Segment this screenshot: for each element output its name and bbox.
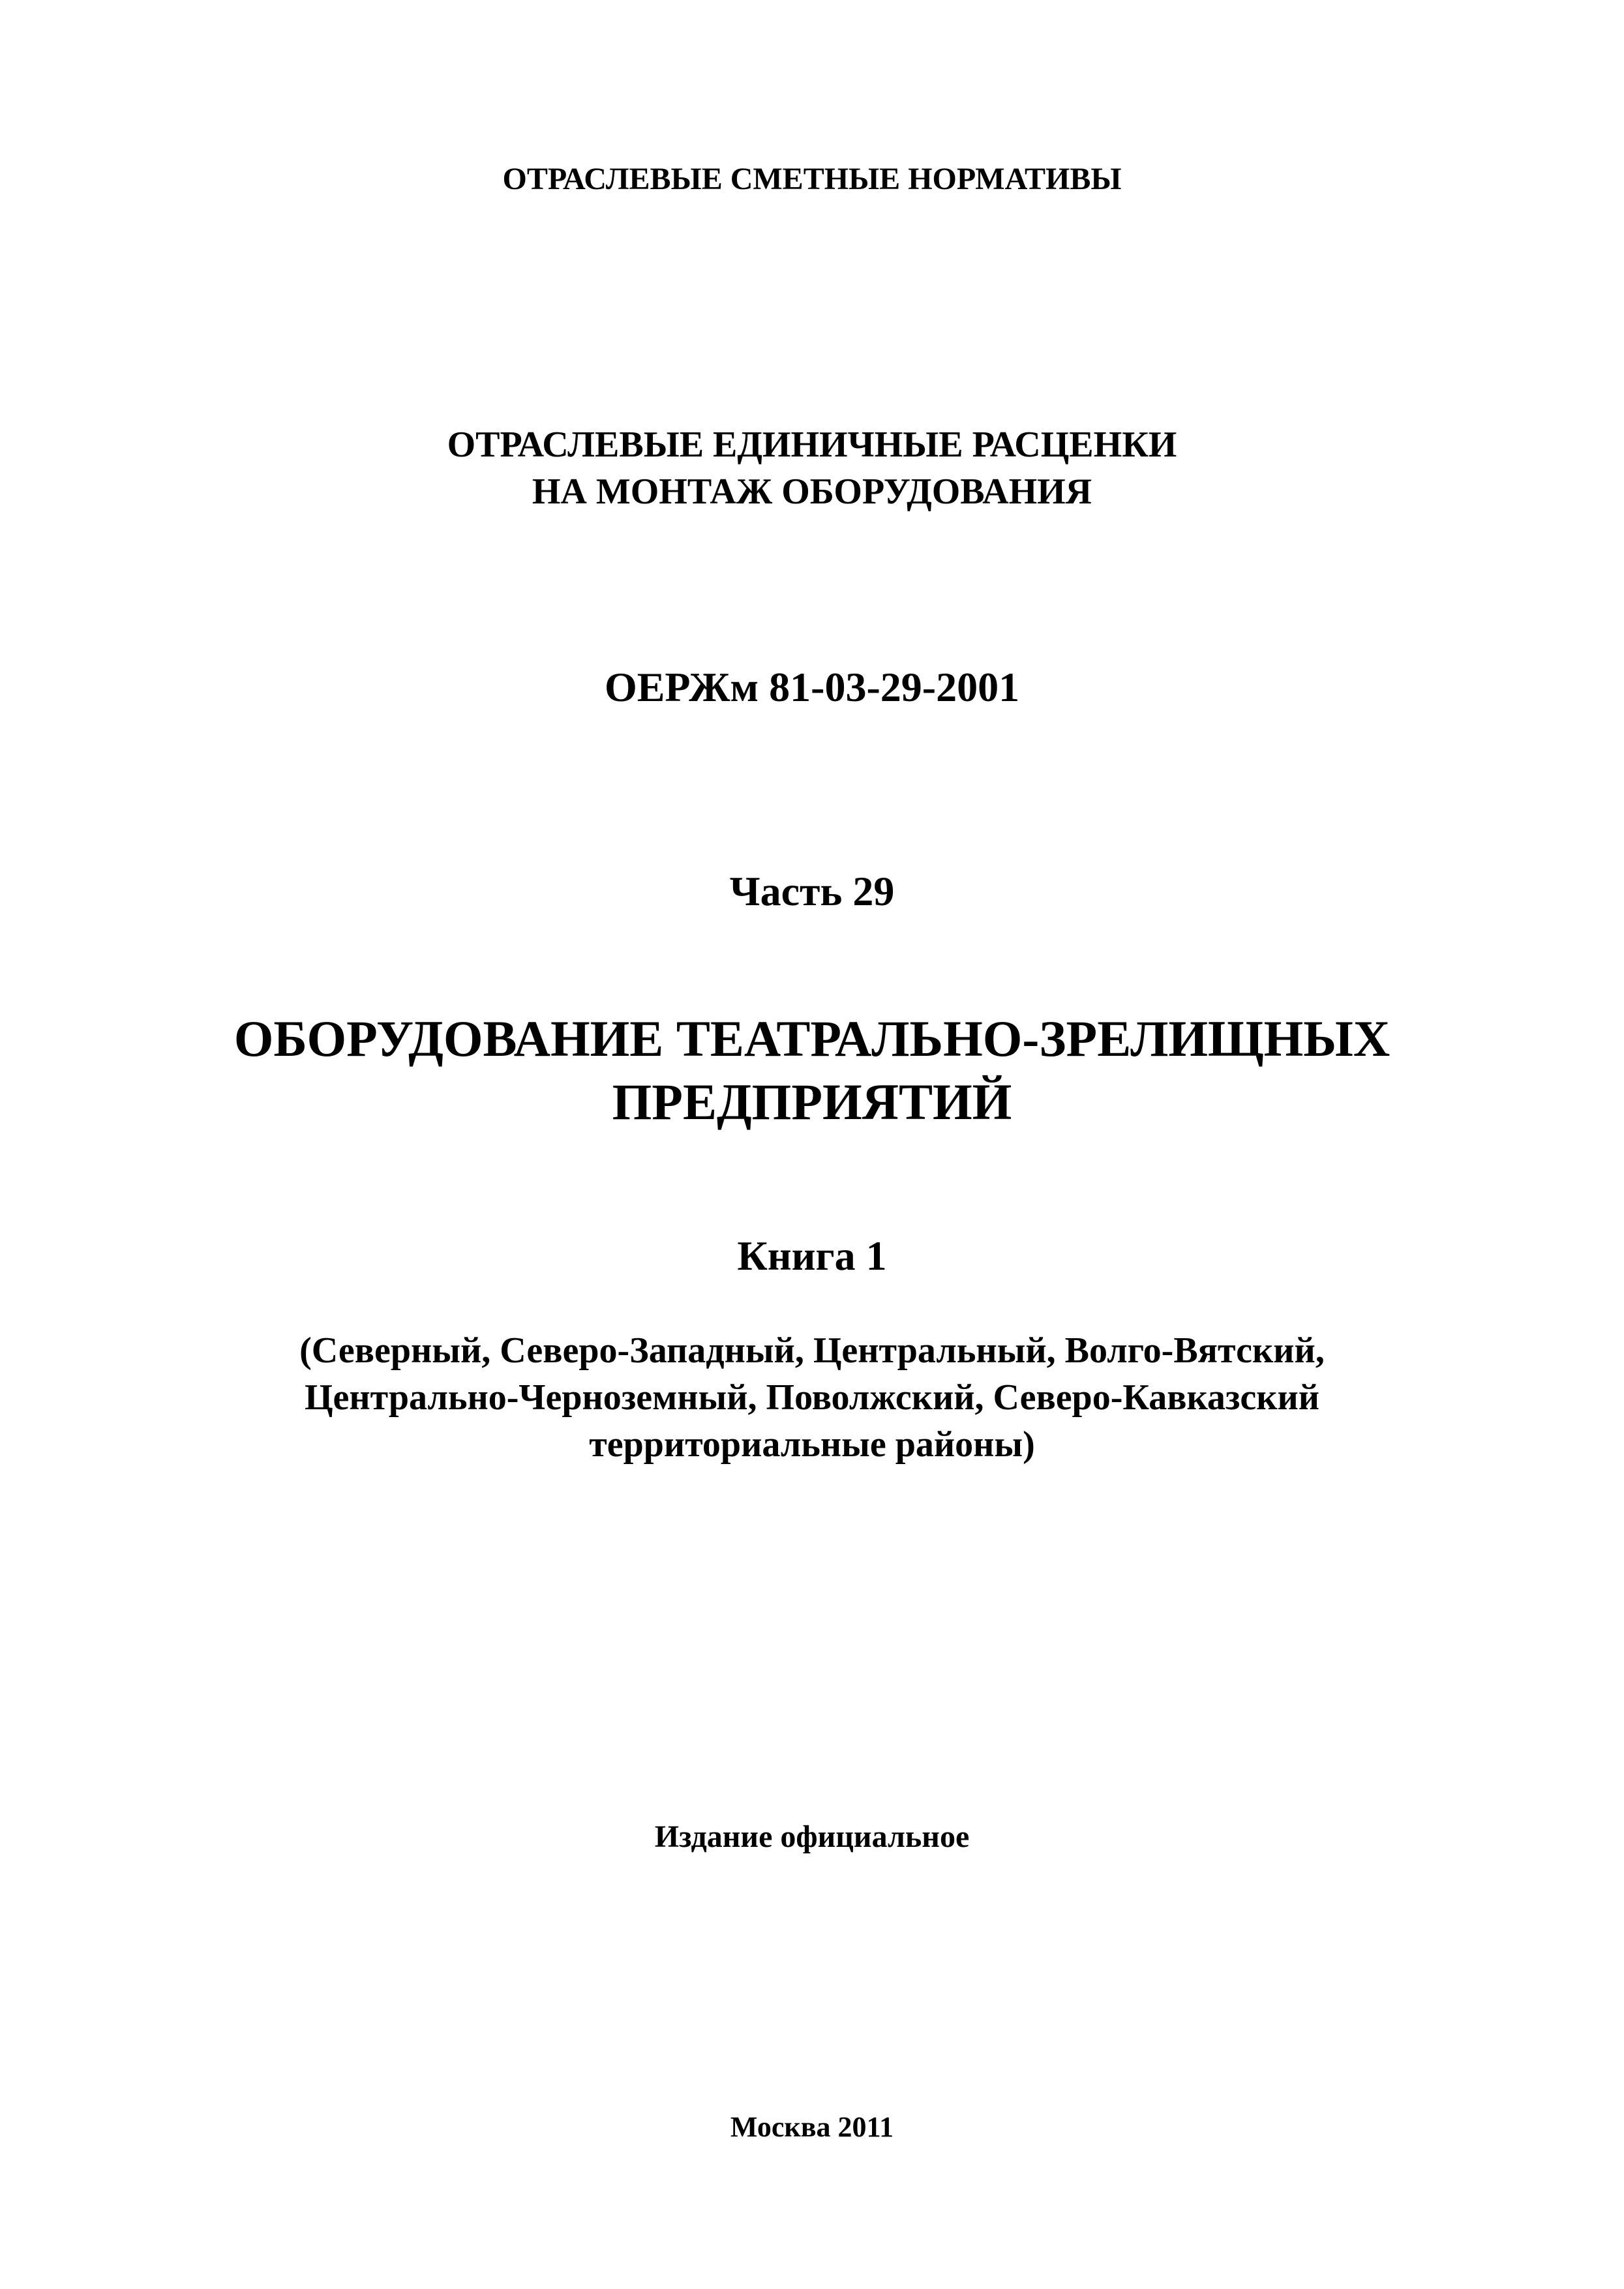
- rates-title-line1: ОТРАСЛЕВЫЕ ЕДИНИЧНЫЕ РАСЦЕНКИ: [447, 425, 1177, 465]
- book-number: Книга 1: [737, 1233, 887, 1279]
- main-title-line1: ОБОРУДОВАНИЕ ТЕАТРАЛЬНО-ЗРЕЛИЩНЫХ: [233, 1010, 1391, 1067]
- edition-label: Издание официальное: [654, 1819, 970, 1854]
- regions-line3: территориальные районы): [589, 1424, 1035, 1465]
- main-title-line2: ПРЕДПРИЯТИЙ: [612, 1073, 1012, 1130]
- city-year: Москва 2011: [730, 2111, 894, 2143]
- rates-title-line2: НА МОНТАЖ ОБОРУДОВАНИЯ: [532, 471, 1092, 512]
- document-code: ОЕРЖм 81-03-29-2001: [604, 664, 1020, 710]
- regions-line2: Центрально-Черноземный, Поволжский, Северо-Кавказский: [304, 1377, 1320, 1418]
- series-title: ОТРАСЛЕВЫЕ СМЕТНЫЕ НОРМАТИВЫ: [502, 162, 1122, 196]
- part-number: Часть 29: [729, 868, 895, 914]
- regions-line1: (Северный, Северо-Западный, Центральный, Волго-Вятский,: [299, 1330, 1325, 1371]
